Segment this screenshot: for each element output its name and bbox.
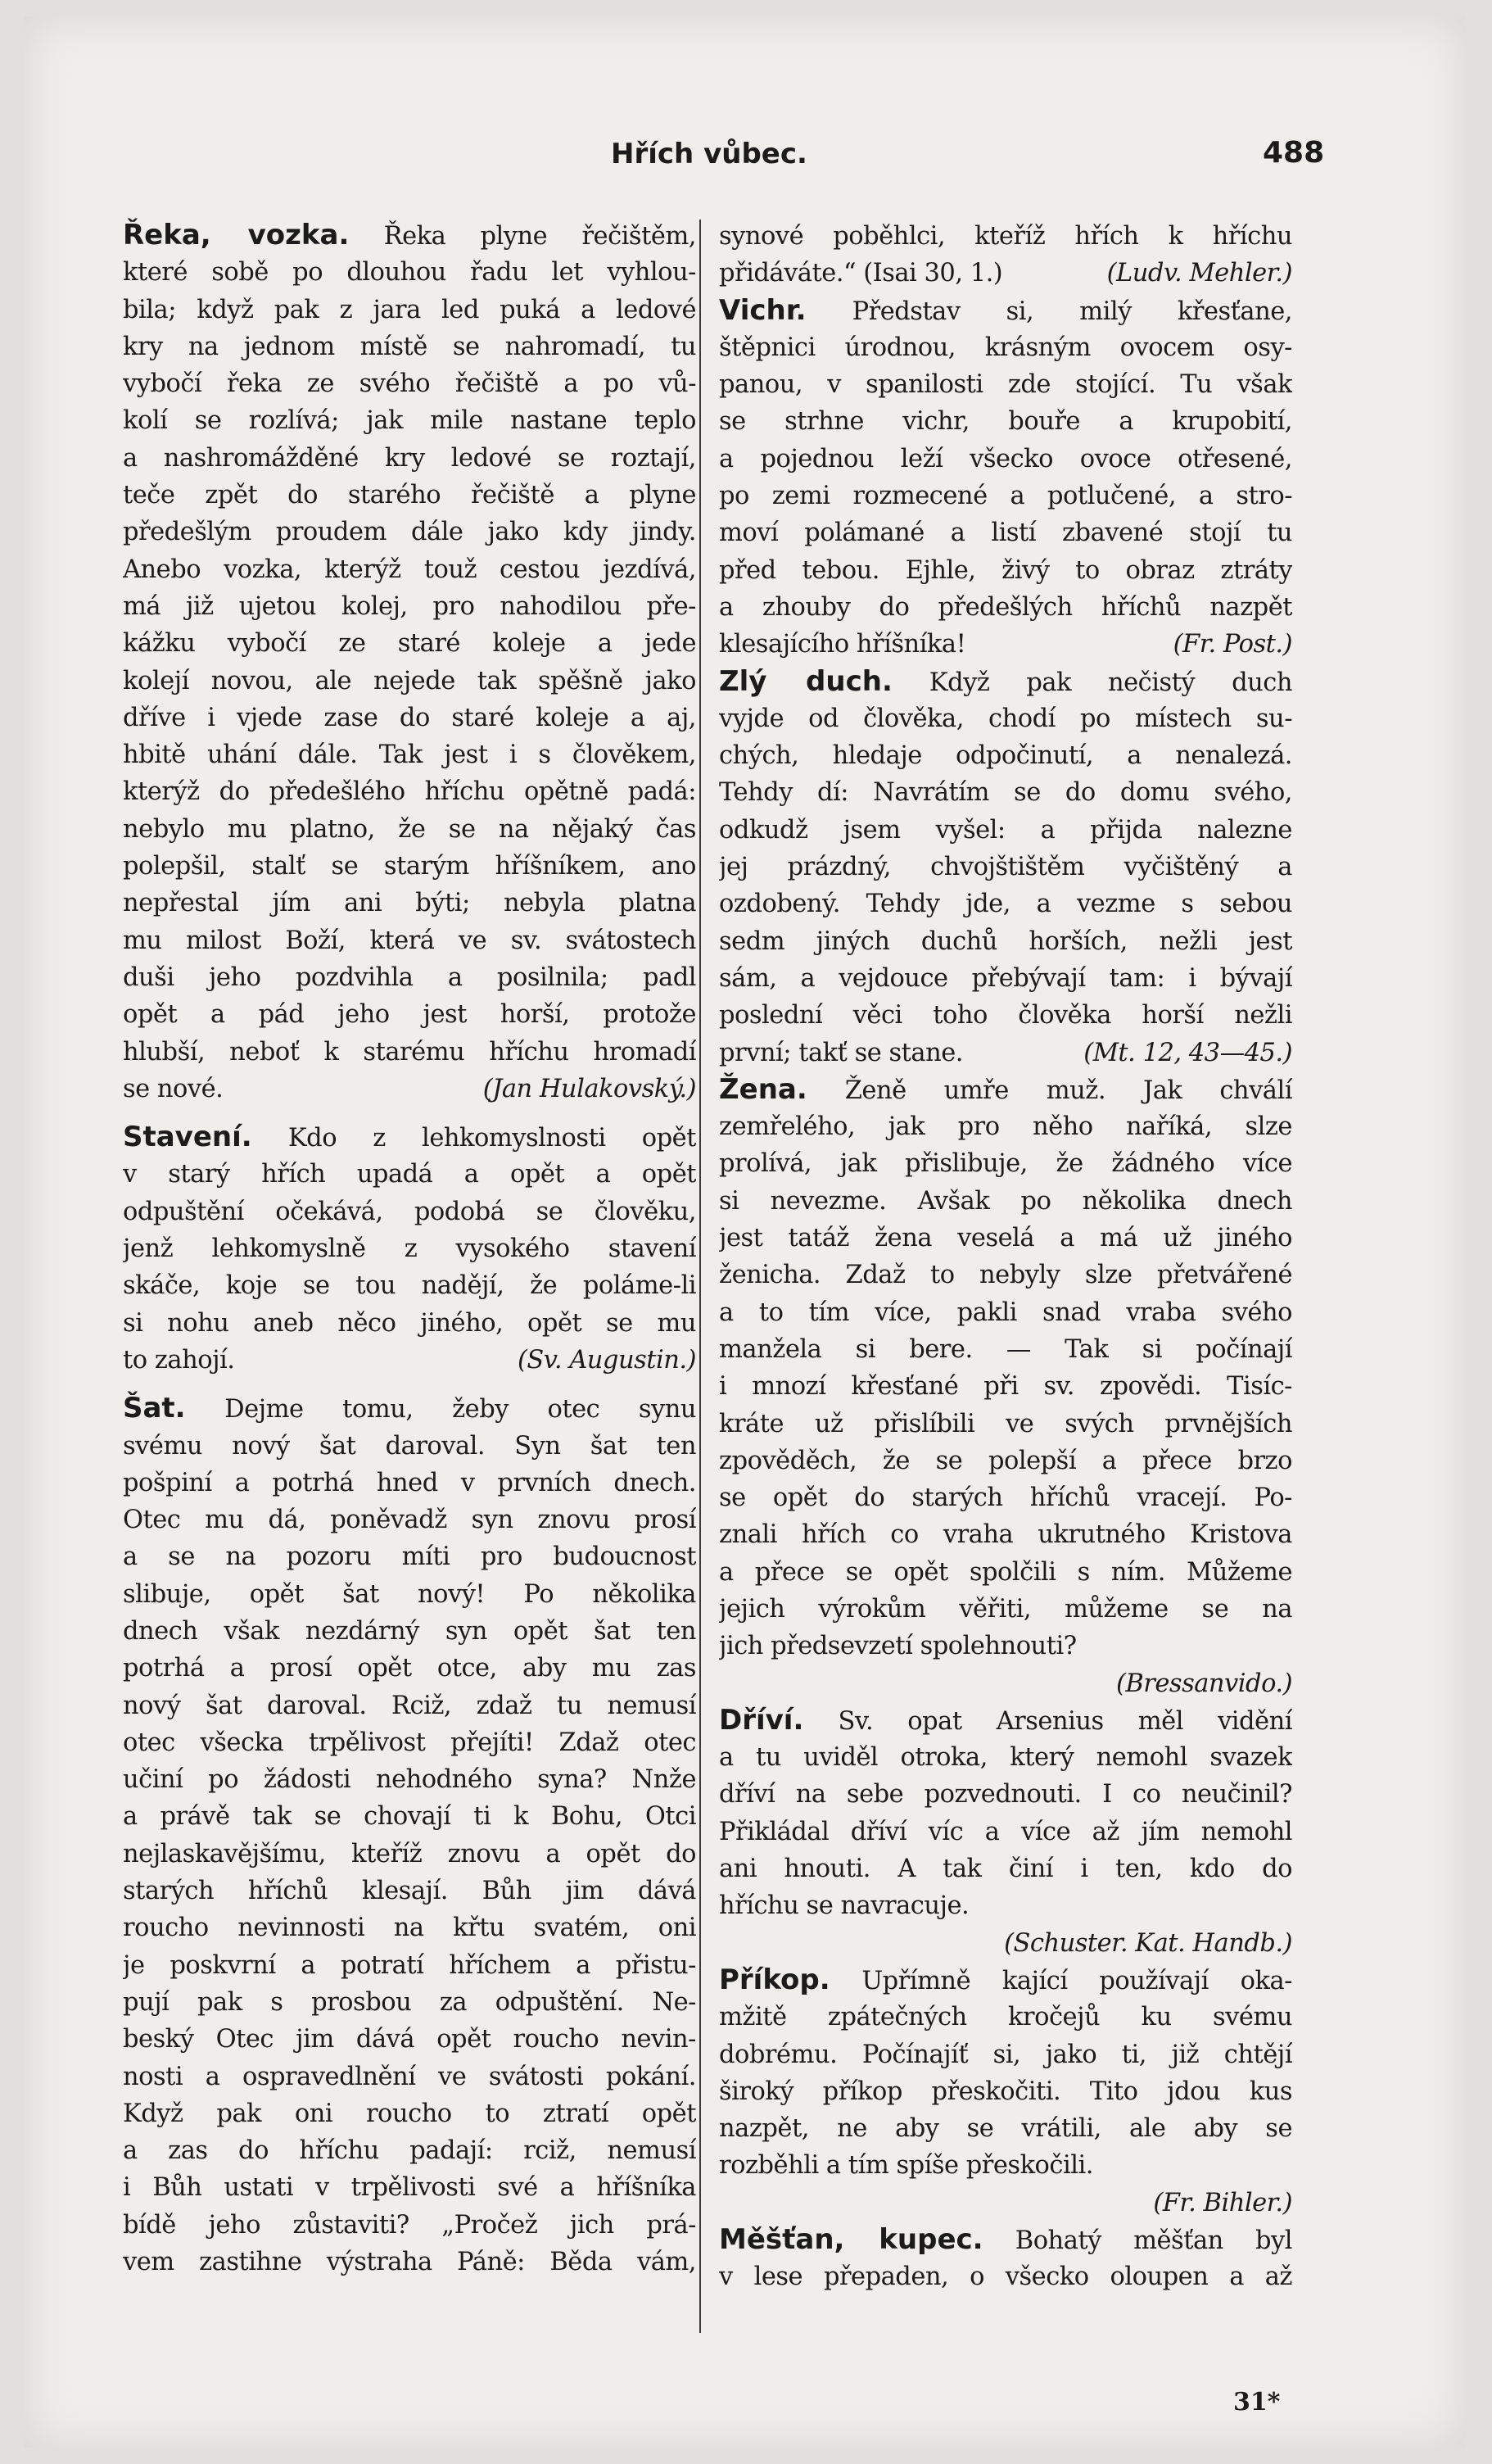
line-text: se opět do starých hříchů vracejí. Po- — [719, 1483, 1292, 1513]
text-line — [123, 2132, 696, 2169]
line-text: klesajícího hříšníka! — [719, 630, 966, 659]
text-line — [123, 1156, 696, 1193]
text-line — [719, 1554, 1292, 1591]
text-line — [123, 1342, 696, 1379]
line-text: a přece se opět spolčili s ním. Můžeme — [719, 1557, 1292, 1587]
text-line — [123, 292, 696, 328]
line-text: nepřestal jím ani býti; nebyla platna — [123, 889, 696, 918]
text-line — [123, 1650, 696, 1687]
line-text: se strhne vichr, bouře a krupobití, — [719, 407, 1292, 437]
text-line — [719, 1887, 1292, 1924]
text-line — [123, 2095, 696, 2132]
line-text: Dejme tomu, žeby otec synu — [185, 1395, 696, 1424]
line-text: opět a pád jeho jest horší, protože — [123, 1000, 696, 1030]
signature-mark: 31* — [1233, 2388, 1281, 2416]
right-text-column — [719, 218, 1292, 2296]
line-text: zemřelého, jak pro něho naříká, slze — [719, 1112, 1292, 1142]
text-line — [123, 254, 696, 291]
line-text: dříví na sebe pozvednouti. I co neučinil? — [719, 1780, 1292, 1810]
line-text: vem zastihne výstraha Páně: Běda vám, — [123, 2248, 696, 2277]
text-line — [123, 328, 696, 365]
entry-heading: Šat. — [123, 1392, 186, 1425]
text-line — [719, 1145, 1292, 1182]
text-line — [719, 2036, 1292, 2073]
entry-heading: Dříví. — [719, 1703, 804, 1737]
text-line — [123, 1984, 696, 2021]
text-line — [123, 1947, 696, 1984]
text-line — [123, 1836, 696, 1873]
line-text: prolívá, jak přislibuje, že žádného více — [719, 1149, 1292, 1179]
line-text: Upřímně kající používají oka- — [830, 1966, 1292, 1995]
line-text: i mnozí křesťané při sv. zpovědi. Tisíc- — [719, 1372, 1292, 1402]
line-text: mu milost Boží, která ve sv. svátostech — [123, 926, 696, 955]
running-header-title: Hřích vůbec. — [611, 138, 807, 170]
text-line — [719, 1516, 1292, 1553]
line-text: Představ si, milý křesťane, — [806, 297, 1292, 326]
text-line — [123, 1230, 696, 1267]
text-line — [719, 1035, 1292, 1071]
line-text: Ženě umře muž. Jak chválí — [807, 1076, 1292, 1105]
text-line — [719, 2147, 1292, 2184]
column-divider — [699, 220, 701, 2333]
line-text: před tebou. Ejhle, živý to obraz ztráty — [719, 555, 1292, 585]
line-text: polepšil, stalť se starým hříšníkem, ano — [123, 852, 696, 881]
line-text: v lese přepaden, o všecko oloupen a až — [719, 2262, 1292, 2292]
text-line — [123, 514, 696, 550]
text-line — [123, 2021, 696, 2058]
line-text: Sv. opat Arsenius měl vidění — [803, 1706, 1292, 1736]
text-line — [123, 1267, 696, 1304]
paragraph-gap — [123, 1379, 696, 1390]
text-line — [123, 700, 696, 736]
entry-heading: Měšťan, kupec. — [719, 2223, 983, 2257]
line-text: Tehdy dí: Navrátím se do domu svého, — [719, 778, 1292, 808]
line-text: je poskvrní a potratí hříchem a přistu- — [123, 1950, 696, 1980]
citation: (Sv. Augustin.) — [517, 1345, 696, 1375]
line-text: Otec mu dá, poněvadž syn znovu prosí — [123, 1506, 696, 1535]
text-line — [123, 1428, 696, 1465]
citation: (Fr. Bihler.) — [1153, 2188, 1292, 2217]
citation: (Bressanvido.) — [1115, 1669, 1292, 1698]
text-line — [719, 589, 1292, 626]
paragraph-gap — [123, 1107, 696, 1119]
line-text: pují pak s prosbou za odpuštění. Ne- — [123, 1987, 696, 2017]
text-line — [719, 441, 1292, 478]
line-text: Kdo z lehkomyslnosti opět — [251, 1124, 696, 1153]
text-line — [719, 664, 1292, 700]
line-text: zpověděch, že se polepší a přece brzo — [719, 1446, 1292, 1475]
citation: (Fr. Post.) — [1173, 630, 1292, 659]
text-line — [123, 848, 696, 885]
text-line — [719, 292, 1292, 329]
line-text: sedm jiných duchů horších, nežli jest — [719, 926, 1292, 956]
line-text: kry na jednom místě se nahromadí, tu — [123, 332, 696, 361]
line-text: ženicha. Zdaž to nebyly slze přetvářené — [719, 1261, 1292, 1290]
line-text: slibuje, opět šat nový! Po několika — [123, 1579, 696, 1609]
line-text: přidáváte.“ (Isai 30, 1.) — [719, 259, 1003, 288]
line-text: starých hříchů klesají. Bůh jim dává — [123, 1877, 696, 1906]
text-line — [719, 552, 1292, 589]
line-text: se nové. — [123, 1074, 224, 1103]
citation: (Schuster. Kat. Handb.) — [1004, 1928, 1292, 1958]
line-text: odkudž jsem vyšel: a přijda nalezne — [719, 815, 1292, 845]
line-text: teče zpět do starého řečiště a plyne — [123, 481, 696, 510]
line-text: kráte už přislíbili ve svých prvnějších — [719, 1409, 1292, 1438]
line-text: jest tatáž žena veselá a má už jiného — [719, 1224, 1292, 1253]
text-line — [123, 1194, 696, 1230]
text-line — [719, 1999, 1292, 2036]
line-text: skáče, koje se tou nadějí, že poláme-li — [123, 1271, 696, 1301]
line-text: manžela si bere. — Tak si počínají — [719, 1334, 1292, 1364]
line-text: a se na pozoru míti pro budoucnost — [123, 1542, 696, 1572]
line-text: má již ujetou kolej, pro nahodilou pře- — [123, 591, 696, 621]
line-text: synové poběhlci, kteříž hřích k hříchu — [719, 222, 1292, 251]
line-text: učiní po žádosti nehodného syna? Nnže — [123, 1765, 696, 1795]
text-line — [719, 1294, 1292, 1331]
line-text: nebylo mu platno, že se na nějaký čas — [123, 814, 696, 844]
text-line — [123, 1724, 696, 1761]
line-text: předešlým proudem dále jako kdy jindy. — [123, 518, 696, 547]
text-line — [719, 1368, 1292, 1405]
text-line — [123, 885, 696, 922]
text-line — [719, 1962, 1292, 1999]
text-line — [123, 996, 696, 1033]
text-line — [123, 1761, 696, 1798]
line-text: ani hnouti. A tak činí i ten, kdo do — [719, 1855, 1292, 1884]
text-line — [719, 1183, 1292, 1220]
line-text: Anebo vozka, kterýž touž cestou jezdívá, — [123, 555, 696, 584]
line-text: bídě jeho zůstaviti? „Pročež jich prá- — [123, 2210, 696, 2240]
line-text: kolejí novou, ale nejede tak spěšně jako — [123, 666, 696, 695]
line-text: první; takť se stane. — [719, 1038, 963, 1067]
line-text: a zas do hříchu padají: rciž, nemusí — [123, 2136, 696, 2166]
line-text: v starý hřích upadá a opět a opět — [123, 1160, 696, 1189]
text-line — [719, 774, 1292, 811]
text-line — [719, 1406, 1292, 1443]
line-text: znali hřích co vraha ukrutného Kristova — [719, 1520, 1292, 1550]
text-line — [123, 811, 696, 848]
line-text: vyjde od člověka, chodí po místech su- — [719, 704, 1292, 733]
text-line — [719, 329, 1292, 366]
text-line — [719, 1443, 1292, 1479]
line-text: široký příkop přeskočiti. Tito jdou kus — [719, 2077, 1292, 2106]
text-line — [719, 886, 1292, 922]
text-line — [719, 997, 1292, 1034]
line-text: hříchu se navracuje. — [719, 1891, 970, 1921]
line-text: rozběhli a tím spíše přeskočili. — [719, 2151, 1093, 2181]
text-line — [123, 959, 696, 996]
text-line — [719, 218, 1292, 255]
text-line — [123, 1071, 696, 1107]
line-text: to zahojí. — [123, 1345, 235, 1375]
line-text: odpuštění očekává, podobá se člověku, — [123, 1197, 696, 1226]
text-line — [123, 736, 696, 773]
text-line — [719, 812, 1292, 849]
line-text: svému nový šat daroval. Syn šat ten — [123, 1431, 696, 1461]
text-line — [719, 255, 1292, 292]
entry-heading: Vichr. — [719, 293, 807, 327]
entry-heading: Žena. — [719, 1072, 807, 1106]
entry-heading: Příkop. — [719, 1963, 830, 1996]
text-line — [719, 1331, 1292, 1368]
line-text: panou, v spanilosti zde stojící. Tu však — [719, 370, 1292, 400]
line-text: beský Otec jim dává opět roucho nevin- — [123, 2025, 696, 2054]
text-line — [123, 1613, 696, 1650]
line-text: mžitě zpátečných kročejů ku svému — [719, 2003, 1292, 2032]
line-text: a to tím více, pakli snad vraba svého — [719, 1298, 1292, 1327]
text-line — [719, 1257, 1292, 1293]
line-text: si nevezme. Avšak po několika dnech — [719, 1186, 1292, 1216]
text-line — [719, 403, 1292, 440]
text-line — [719, 960, 1292, 997]
line-text: kterýž do předešlého hříchu opětně padá: — [123, 777, 696, 807]
text-line — [719, 1925, 1292, 1962]
text-line — [123, 588, 696, 625]
citation: (Jan Hulakovský.) — [482, 1074, 696, 1103]
text-line — [719, 2185, 1292, 2222]
line-text: ozdobený. Tehdy jde, a vezme s sebou — [719, 890, 1292, 919]
line-text: vybočí řeka ze svého řečiště a po vů- — [123, 369, 696, 399]
text-line — [719, 1850, 1292, 1887]
text-line — [123, 440, 696, 477]
text-line — [123, 773, 696, 810]
text-line — [719, 1776, 1292, 1813]
text-line — [719, 1814, 1292, 1850]
text-line — [719, 2110, 1292, 2147]
text-line — [123, 1538, 696, 1575]
line-text: dnech však nezdárný syn opět šat ten — [123, 1616, 696, 1646]
line-text: které sobě po dlouhou řadu let vyhlou- — [123, 258, 696, 288]
line-text: poslední věci toho člověka horší nežli — [719, 1001, 1292, 1030]
line-text: otec všecka trpělivost přejíti! Zdaž otec — [123, 1728, 696, 1757]
line-text: si nohu aneb něco jiného, opět se mu — [123, 1308, 696, 1338]
entry-heading: Stavení. — [123, 1121, 252, 1154]
left-text-column — [123, 217, 696, 2281]
text-line — [719, 700, 1292, 737]
line-text: moví polámané a listí zbavené stojí tu — [719, 519, 1292, 548]
text-line — [719, 849, 1292, 886]
text-line — [719, 478, 1292, 514]
text-line — [719, 1220, 1292, 1257]
text-line — [123, 1305, 696, 1342]
line-text: a zhouby do předešlých hříchů nazpět — [719, 592, 1292, 622]
text-line — [719, 2222, 1292, 2258]
text-line — [719, 1108, 1292, 1145]
text-line — [719, 923, 1292, 960]
line-text: duši jeho pozdvihla a posilnila; padl — [123, 962, 696, 992]
text-line — [719, 2258, 1292, 2295]
text-line — [123, 2169, 696, 2206]
page-number: 488 — [1263, 136, 1325, 170]
line-text: roucho nevinnosti na křtu svatém, oni — [123, 1914, 696, 1943]
text-line — [123, 1119, 696, 1156]
text-line — [123, 625, 696, 662]
line-text: po zemi rozmecené a potlučené, a stro- — [719, 482, 1292, 511]
text-line — [719, 737, 1292, 774]
citation: (Ludv. Mehler.) — [1106, 259, 1292, 288]
line-text: nosti a ospravedlnění ve svátosti pokání. — [123, 2062, 696, 2091]
line-text: Bohatý měšťan byl — [983, 2226, 1292, 2256]
line-text: a nashromážděné kry ledové se roztají, — [123, 443, 696, 473]
text-line — [123, 922, 696, 959]
text-line — [719, 514, 1292, 551]
text-line — [123, 1390, 696, 1427]
text-line — [123, 1909, 696, 1946]
line-text: kážku vybočí ze staré koleje a jede — [123, 629, 696, 659]
line-text: i Bůh ustati v trpělivosti své a hříšníka — [123, 2173, 696, 2203]
text-line — [123, 2207, 696, 2244]
line-text: jejich výrokům věřiti, můžeme se na — [719, 1594, 1292, 1624]
text-line — [719, 1479, 1292, 1516]
line-text: kolí se rozlívá; jak mile nastane teplo — [123, 406, 696, 436]
line-text: potrhá a prosí opět otce, aby mu zas — [123, 1654, 696, 1683]
text-line — [123, 2059, 696, 2095]
text-line — [719, 2073, 1292, 2110]
line-text: pošpiní a potrhá hned v prvních dnech. — [123, 1468, 696, 1497]
line-text: jej prázdný, chvojštištěm vyčištěný a — [719, 853, 1292, 882]
line-text: nejlaskavějšímu, kteříž znovu a opět do — [123, 1839, 696, 1868]
line-text: a pojednou leží všecko ovoce otřesené, — [719, 444, 1292, 473]
line-text: hbitě uhání dále. Tak jest i s člověkem, — [123, 741, 696, 770]
line-text: dříve i vjede zase do staré koleje a aj, — [123, 703, 696, 732]
text-line — [719, 1739, 1292, 1776]
text-line — [123, 402, 696, 439]
line-text: Když pak nečistý duch — [892, 668, 1292, 697]
entry-heading: Zlý duch. — [719, 664, 893, 698]
line-text: sám, a vejdouce přebývají tam: i bývají — [719, 963, 1292, 993]
text-line — [123, 217, 696, 254]
text-line — [719, 1628, 1292, 1665]
line-text: chých, hledaje odpočinutí, a nenalezá. — [719, 741, 1292, 771]
text-line — [123, 1576, 696, 1613]
line-text: jenž lehkomyslně z vysokého stavení — [123, 1234, 696, 1264]
line-text: Když pak oni roucho to ztratí opět — [123, 2099, 696, 2128]
line-text: nový šat daroval. Rciž, zdaž tu nemusí — [123, 1691, 696, 1720]
text-line — [719, 626, 1292, 663]
text-line — [123, 1687, 696, 1724]
text-line — [123, 663, 696, 700]
line-text: a tu uviděl otroka, který nemohl svazek — [719, 1743, 1292, 1773]
text-line — [123, 477, 696, 514]
text-line — [123, 1034, 696, 1071]
text-line — [719, 366, 1292, 403]
line-text: dobrému. Počínajíť si, jako ti, již chtějí — [719, 2040, 1292, 2069]
line-text: štěpnici úrodnou, krásným ovocem osy- — [719, 333, 1292, 362]
line-text: bila; když pak z jara led puká a ledové — [123, 295, 696, 324]
text-line — [719, 1591, 1292, 1628]
text-line — [719, 1702, 1292, 1739]
line-text: nazpět, ne aby se vrátili, ale aby se — [719, 2114, 1292, 2144]
text-line — [123, 365, 696, 402]
line-text: Přikládal dříví víc a více až jím nemohl — [719, 1817, 1292, 1846]
text-line — [123, 1502, 696, 1538]
text-line — [123, 1798, 696, 1835]
line-text: Řeka plyne řečištěm, — [349, 222, 696, 251]
line-text: jich předsevzetí spolehnouti? — [719, 1632, 1077, 1661]
text-line — [123, 551, 696, 588]
line-text: a právě tak se chovají ti k Bohu, Otci — [123, 1802, 696, 1832]
text-line — [719, 1071, 1292, 1108]
citation: (Mt. 12, 43—45.) — [1083, 1038, 1292, 1067]
text-line — [123, 1873, 696, 1909]
text-line — [123, 1465, 696, 1502]
entry-heading: Řeka, vozka. — [123, 219, 350, 251]
text-line — [719, 1665, 1292, 1702]
line-text: hlubší, neboť k starému hříchu hromadí — [123, 1037, 696, 1067]
book-page — [25, 16, 1466, 2448]
text-line — [123, 2244, 696, 2281]
